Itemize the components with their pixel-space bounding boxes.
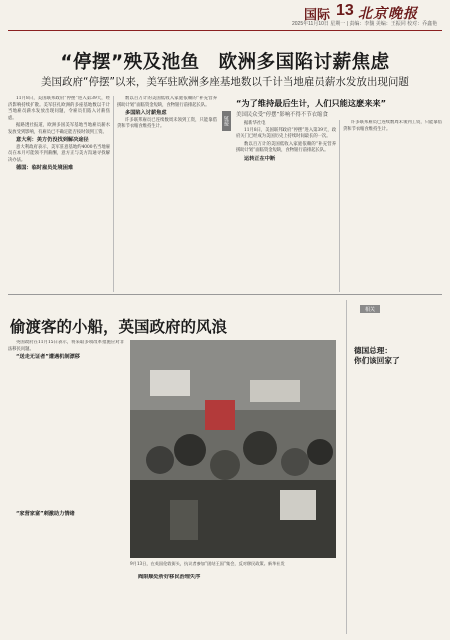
date-line: 2025年11月10日 星期一 | 责编：李馥 美编：王振同 校对：乔鑫艳 xyxy=(292,21,438,27)
lead-paragraph: 许多联邦雇员已连续数周未领到工资，只能靠借贷和节衣缩食维持生计。 xyxy=(117,117,217,129)
sidebar-column-2 xyxy=(343,120,442,292)
second-column-2 xyxy=(130,574,230,634)
column-divider xyxy=(113,96,114,292)
second-section-heading: 阀限顺处析好移民治理失序 xyxy=(138,574,201,580)
second-headline: 偷渡客的小船，英国政府的风浪 xyxy=(10,318,228,336)
lead-headline: “停摆”殃及池鱼 欧洲多国陷讨薪焦虑 xyxy=(60,52,390,73)
section-divider xyxy=(8,294,442,295)
sidebar-headline: “为了维持最后生计，人们只能这麽来来” xyxy=(236,98,386,108)
link-tag: 链接 xyxy=(222,111,231,131)
lead-paragraph: 据路透社报道，欧洲多国美军基地当地雇员薪水发放受到影响，有雇员已不确定能否按时领到工资。 xyxy=(8,123,110,135)
second-paragraph: 英国政府在11月15日表示，将采取多项改革措施应对非法移民问题。 xyxy=(8,340,124,352)
related-headline-text: 德国总理： 你们该回家了 xyxy=(354,346,400,365)
lead-section-heading: 德国：临时雇员处境困难 xyxy=(16,165,74,171)
lead-paragraph: 意大利政府表示，美军驻意基地约4000名当地雇员在本月可能领不到薪酬，意方正与美方沟通寻找解决办法。 xyxy=(8,144,110,163)
sidebar-column-1 xyxy=(236,120,336,292)
sidebar-subhead: 美国民众受“停摆”影响不得不节衣缩食 xyxy=(236,112,328,118)
lead-column-2 xyxy=(117,96,217,294)
sidebar-paragraph: 许多联邦雇员已连续数周未领到工资，只能靠借贷和节衣缩食维持生计。 xyxy=(343,120,442,132)
sidebar-paragraph: 11月8日，美国联邦政府“停摆”进入第39天，政府关门已经成为美国历史上持续时间最长的一次。 xyxy=(236,127,336,139)
related-headline xyxy=(354,346,400,365)
section-name: 国际 xyxy=(304,7,331,22)
lead-subhead: 美国政府“停摆”以来，美军驻欧洲多座基地数以千计当地雇员薪水发放出现问题 xyxy=(41,76,409,88)
second-column-1 xyxy=(8,340,124,634)
lead-section-heading: 意大利：美方仍没找到解决途径 xyxy=(16,137,89,143)
sidebar-section-heading: 运转正在中断 xyxy=(244,155,276,162)
paper-logo: 北京晚报 xyxy=(358,6,418,22)
lead-paragraph: 数以百万计的美国低收入家庭依赖的“补充营养援助计划”面临资金短缺，食物银行前排起长队。 xyxy=(117,96,217,108)
sidebar-paragraph: 数以百万计的美国低收入家庭依赖的“补充营养援助计划”面临资金短缺，食物银行前排起长队。 xyxy=(236,141,336,153)
lead-section-heading: 多国陷入讨薪焦虑 xyxy=(125,110,167,116)
byline: 据新华社电 xyxy=(244,120,266,125)
column-divider xyxy=(346,300,347,634)
page-number: 13 xyxy=(336,2,354,19)
photo-caption: 9月13日，在英国伦敦街头，抗议者参加“团结王国”集会，反对移民政策。新华社发 xyxy=(130,561,285,566)
second-section-heading: “送走无证者”遭遇机制漂移 xyxy=(16,354,80,360)
second-section-heading: “家营家富”刺激助力情绪 xyxy=(16,510,75,517)
protest-photo xyxy=(130,340,336,558)
column-divider xyxy=(339,120,340,292)
photo-illustration xyxy=(130,340,336,558)
masthead-rule xyxy=(8,30,442,31)
lead-column-1 xyxy=(8,96,110,294)
related-tag: 相关 xyxy=(360,305,380,313)
lead-paragraph: 11月8日，美国联邦政府“停摆”进入第39天，经济影响持续扩散。美军驻扎欧洲的多座基地数以千计当地雇员薪水发放出现问题，令雇员们陷入讨薪焦虑。 xyxy=(8,96,110,121)
masthead xyxy=(0,0,450,34)
